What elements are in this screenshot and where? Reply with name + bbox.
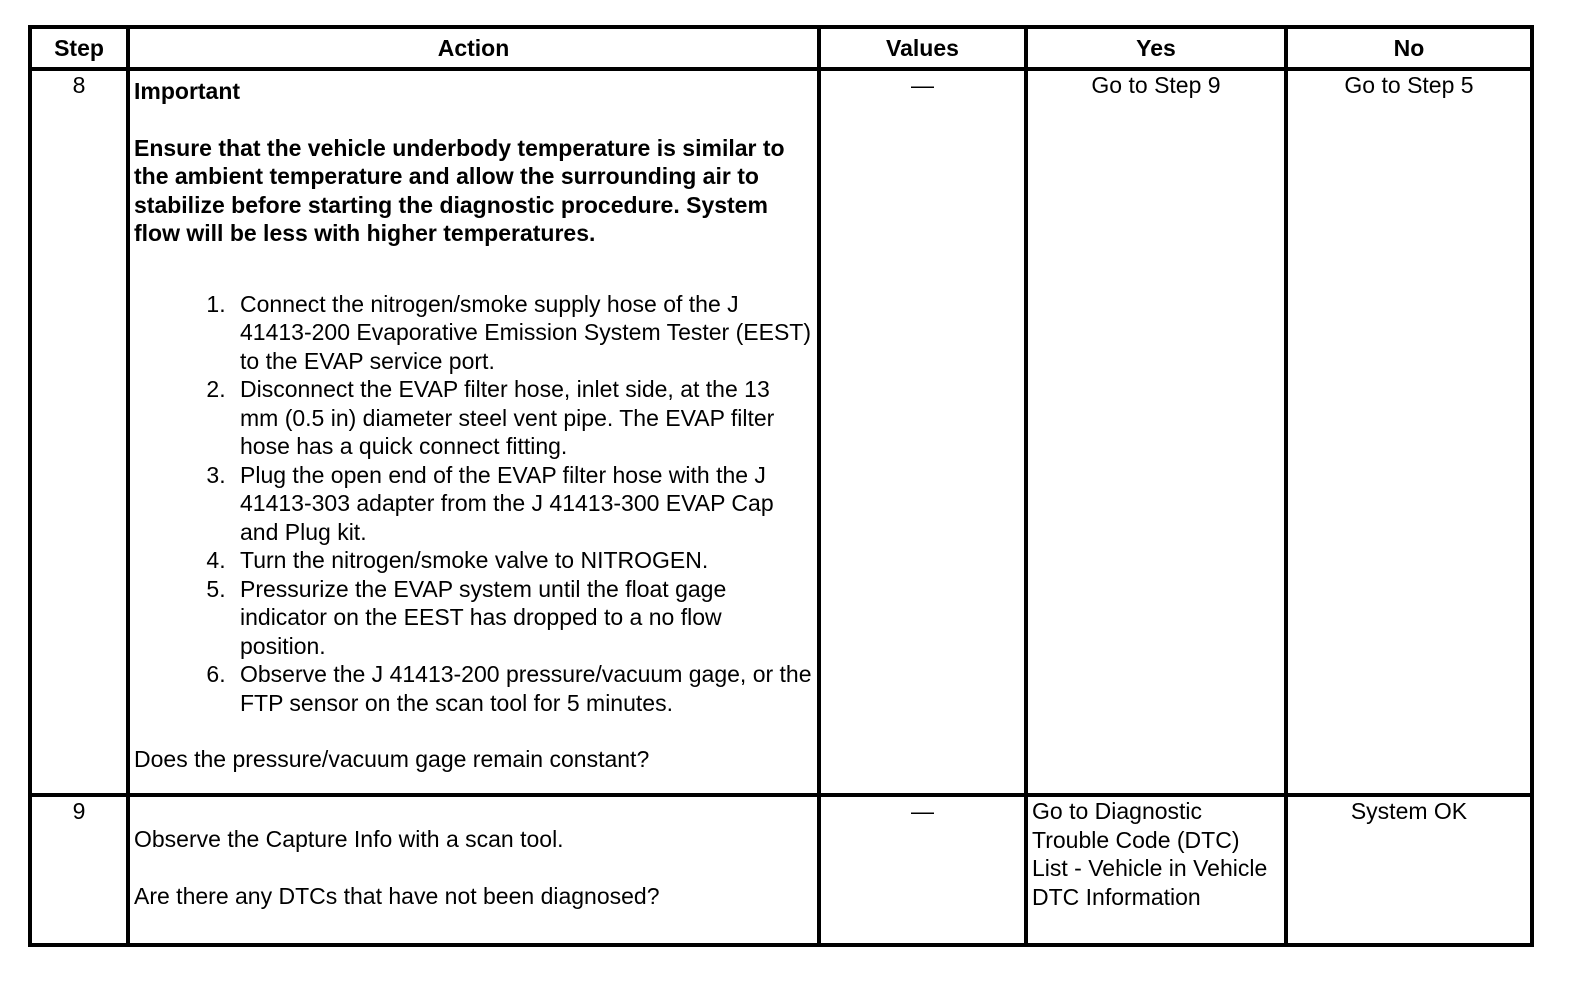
important-label: Important bbox=[134, 78, 241, 104]
table-row bbox=[30, 795, 1532, 945]
instruction-list bbox=[134, 290, 813, 718]
step-number: 9 bbox=[30, 795, 128, 945]
list-item: 2. Disconnect the EVAP filter hose, inlet side, at the 13 mm (0.5 in) diameter steel vent pipe. The EVAP filter hose has a quick connect fitting. bbox=[232, 375, 813, 461]
no-cell: System OK bbox=[1286, 795, 1532, 945]
list-item: 4. Turn the nitrogen/smoke valve to NITROGEN. bbox=[232, 546, 813, 575]
values-cell: — bbox=[819, 795, 1026, 945]
header-values: Values bbox=[819, 27, 1026, 69]
step-question: Does the pressure/vacuum gage remain constant? bbox=[134, 746, 650, 772]
list-item: 3. Plug the open end of the EVAP filter hose with the J 41413-303 adapter from the J 41413-300 EVAP Cap and Plug kit. bbox=[232, 461, 813, 547]
yes-cell: Go to Diagnostic Trouble Code (DTC) List - Vehicle in Vehicle DTC Information bbox=[1026, 795, 1286, 945]
values-cell: — bbox=[819, 69, 1026, 795]
list-item: 6. Observe the J 41413-200 pressure/vacuum gage, or the FTP sensor on the scan tool for 5 minutes. bbox=[232, 660, 813, 717]
no-cell: Go to Step 5 bbox=[1286, 69, 1532, 795]
diagnostic-table bbox=[28, 25, 1534, 947]
important-text: Ensure that the vehicle underbody temperature is similar to the ambient temperature and allow the surrounding air to stabilize before starting the diagnostic procedure. System flow will be less with higher temperatures. bbox=[134, 134, 785, 246]
header-yes: Yes bbox=[1026, 27, 1286, 69]
action-cell bbox=[128, 795, 819, 945]
step-question: Are there any DTCs that have not been diagnosed? bbox=[134, 882, 660, 909]
yes-cell: Go to Step 9 bbox=[1026, 69, 1286, 795]
action-cell bbox=[128, 69, 819, 795]
header-no: No bbox=[1286, 27, 1532, 69]
step-number: 8 bbox=[30, 69, 128, 795]
header-action: Action bbox=[128, 27, 819, 69]
list-item: 1. Connect the nitrogen/smoke supply hose of the J 41413-200 Evaporative Emission System Tester (EEST) to the EVAP service port. bbox=[232, 290, 813, 376]
action-text: Observe the Capture Info with a scan tool. bbox=[134, 826, 564, 852]
table-row bbox=[30, 69, 1532, 795]
header-row bbox=[30, 27, 1532, 69]
list-item: 5. Pressurize the EVAP system until the float gage indicator on the EEST has dropped to a no flow position. bbox=[232, 575, 813, 661]
header-step: Step bbox=[30, 27, 128, 69]
